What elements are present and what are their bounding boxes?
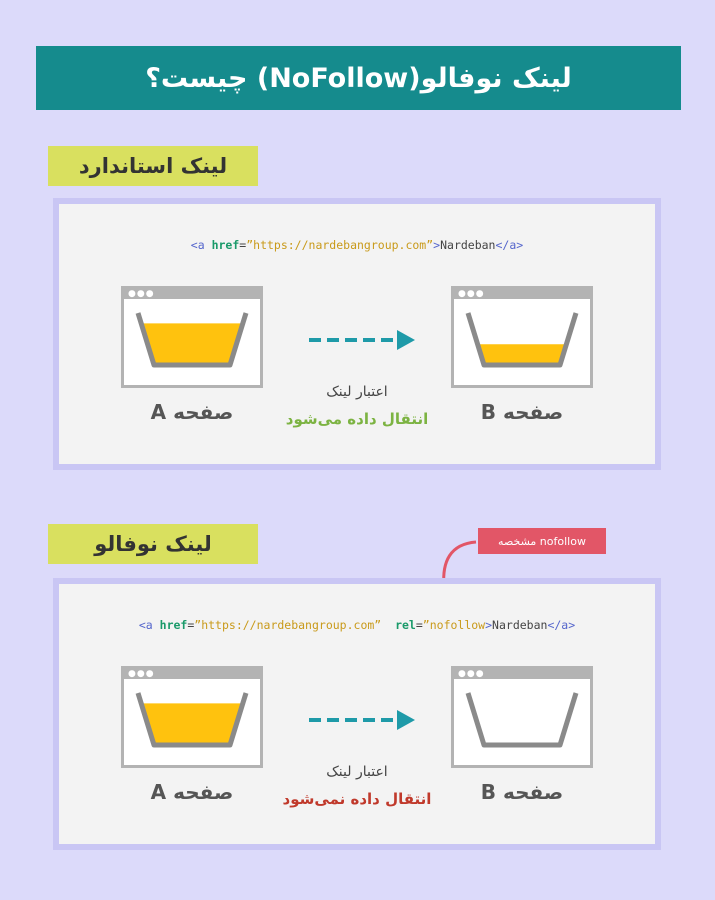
browser-bar: [454, 289, 590, 299]
page-a-browser-icon: [121, 666, 263, 768]
code-href-value: ”https://nardebangroup.com”: [246, 238, 434, 252]
window-dots-icon: ●●●: [458, 289, 485, 299]
bucket-fill: [141, 323, 243, 365]
code-eq: =: [415, 618, 423, 632]
code-close-bracket: >: [433, 238, 441, 252]
code-tag-open: <a: [190, 238, 212, 252]
nofollow-code-line: [59, 618, 655, 632]
bucket-outline: [468, 693, 576, 745]
browser-bar: [454, 669, 590, 679]
browser-bar: [124, 289, 260, 299]
transfer-status-text: انتقال داده نمی‌شود: [282, 790, 432, 808]
bucket-icon: [454, 299, 590, 385]
page-a-label: صفحه A: [150, 780, 234, 804]
code-rel-value: ”nofollow: [422, 618, 486, 632]
window-dots-icon: ●●●: [128, 669, 155, 679]
code-tag-close: </a>: [495, 238, 524, 252]
bucket-fill: [141, 703, 243, 745]
code-eq: =: [239, 238, 247, 252]
code-rel-attr: rel: [395, 618, 416, 632]
page-title: لینک نوفالو(NoFollow) چیست؟: [36, 46, 681, 110]
code-eq: =: [187, 618, 195, 632]
arrow-right-icon: [307, 328, 419, 352]
code-space: [381, 618, 395, 632]
page-b-label: صفحه B: [480, 780, 564, 804]
bucket-icon: [124, 299, 260, 385]
bucket-icon: [454, 679, 590, 765]
code-tag-open: <a: [138, 618, 160, 632]
bucket-icon: [124, 679, 260, 765]
page-b-browser-icon: [451, 286, 593, 388]
page-a-browser-icon: [121, 286, 263, 388]
code-href-attr: href: [159, 618, 188, 632]
page-b-label: صفحه B: [480, 400, 564, 424]
link-credit-text: اعتبار لینک: [326, 764, 388, 780]
window-dots-icon: ●●●: [128, 289, 155, 299]
standard-code-line: [59, 238, 655, 252]
nofollow-panel: [53, 578, 661, 850]
arrow-right-icon: [307, 708, 419, 732]
code-anchor-text: Nardeban: [440, 238, 496, 252]
standard-panel-inner: [59, 204, 655, 464]
nofollow-link-label: لینک نوفالو: [48, 524, 258, 564]
standard-link-label: لینک استاندارد: [48, 146, 258, 186]
code-close-bracket: >: [485, 618, 493, 632]
bucket-fill: [478, 344, 567, 365]
code-tag-close: </a>: [547, 618, 576, 632]
nofollow-attribute-badge: nofollow مشخصه: [478, 528, 606, 554]
code-href-attr: href: [211, 238, 240, 252]
page-a-label: صفحه A: [150, 400, 234, 424]
nofollow-panel-inner: [59, 584, 655, 844]
transfer-status-text: انتقال داده می‌شود: [285, 410, 429, 428]
page-b-browser-icon: [451, 666, 593, 768]
code-href-value: ”https://nardebangroup.com”: [194, 618, 382, 632]
code-anchor-text: Nardeban: [492, 618, 548, 632]
window-dots-icon: ●●●: [458, 669, 485, 679]
browser-bar: [124, 669, 260, 679]
standard-panel: [53, 198, 661, 470]
link-credit-text: اعتبار لینک: [326, 384, 388, 400]
